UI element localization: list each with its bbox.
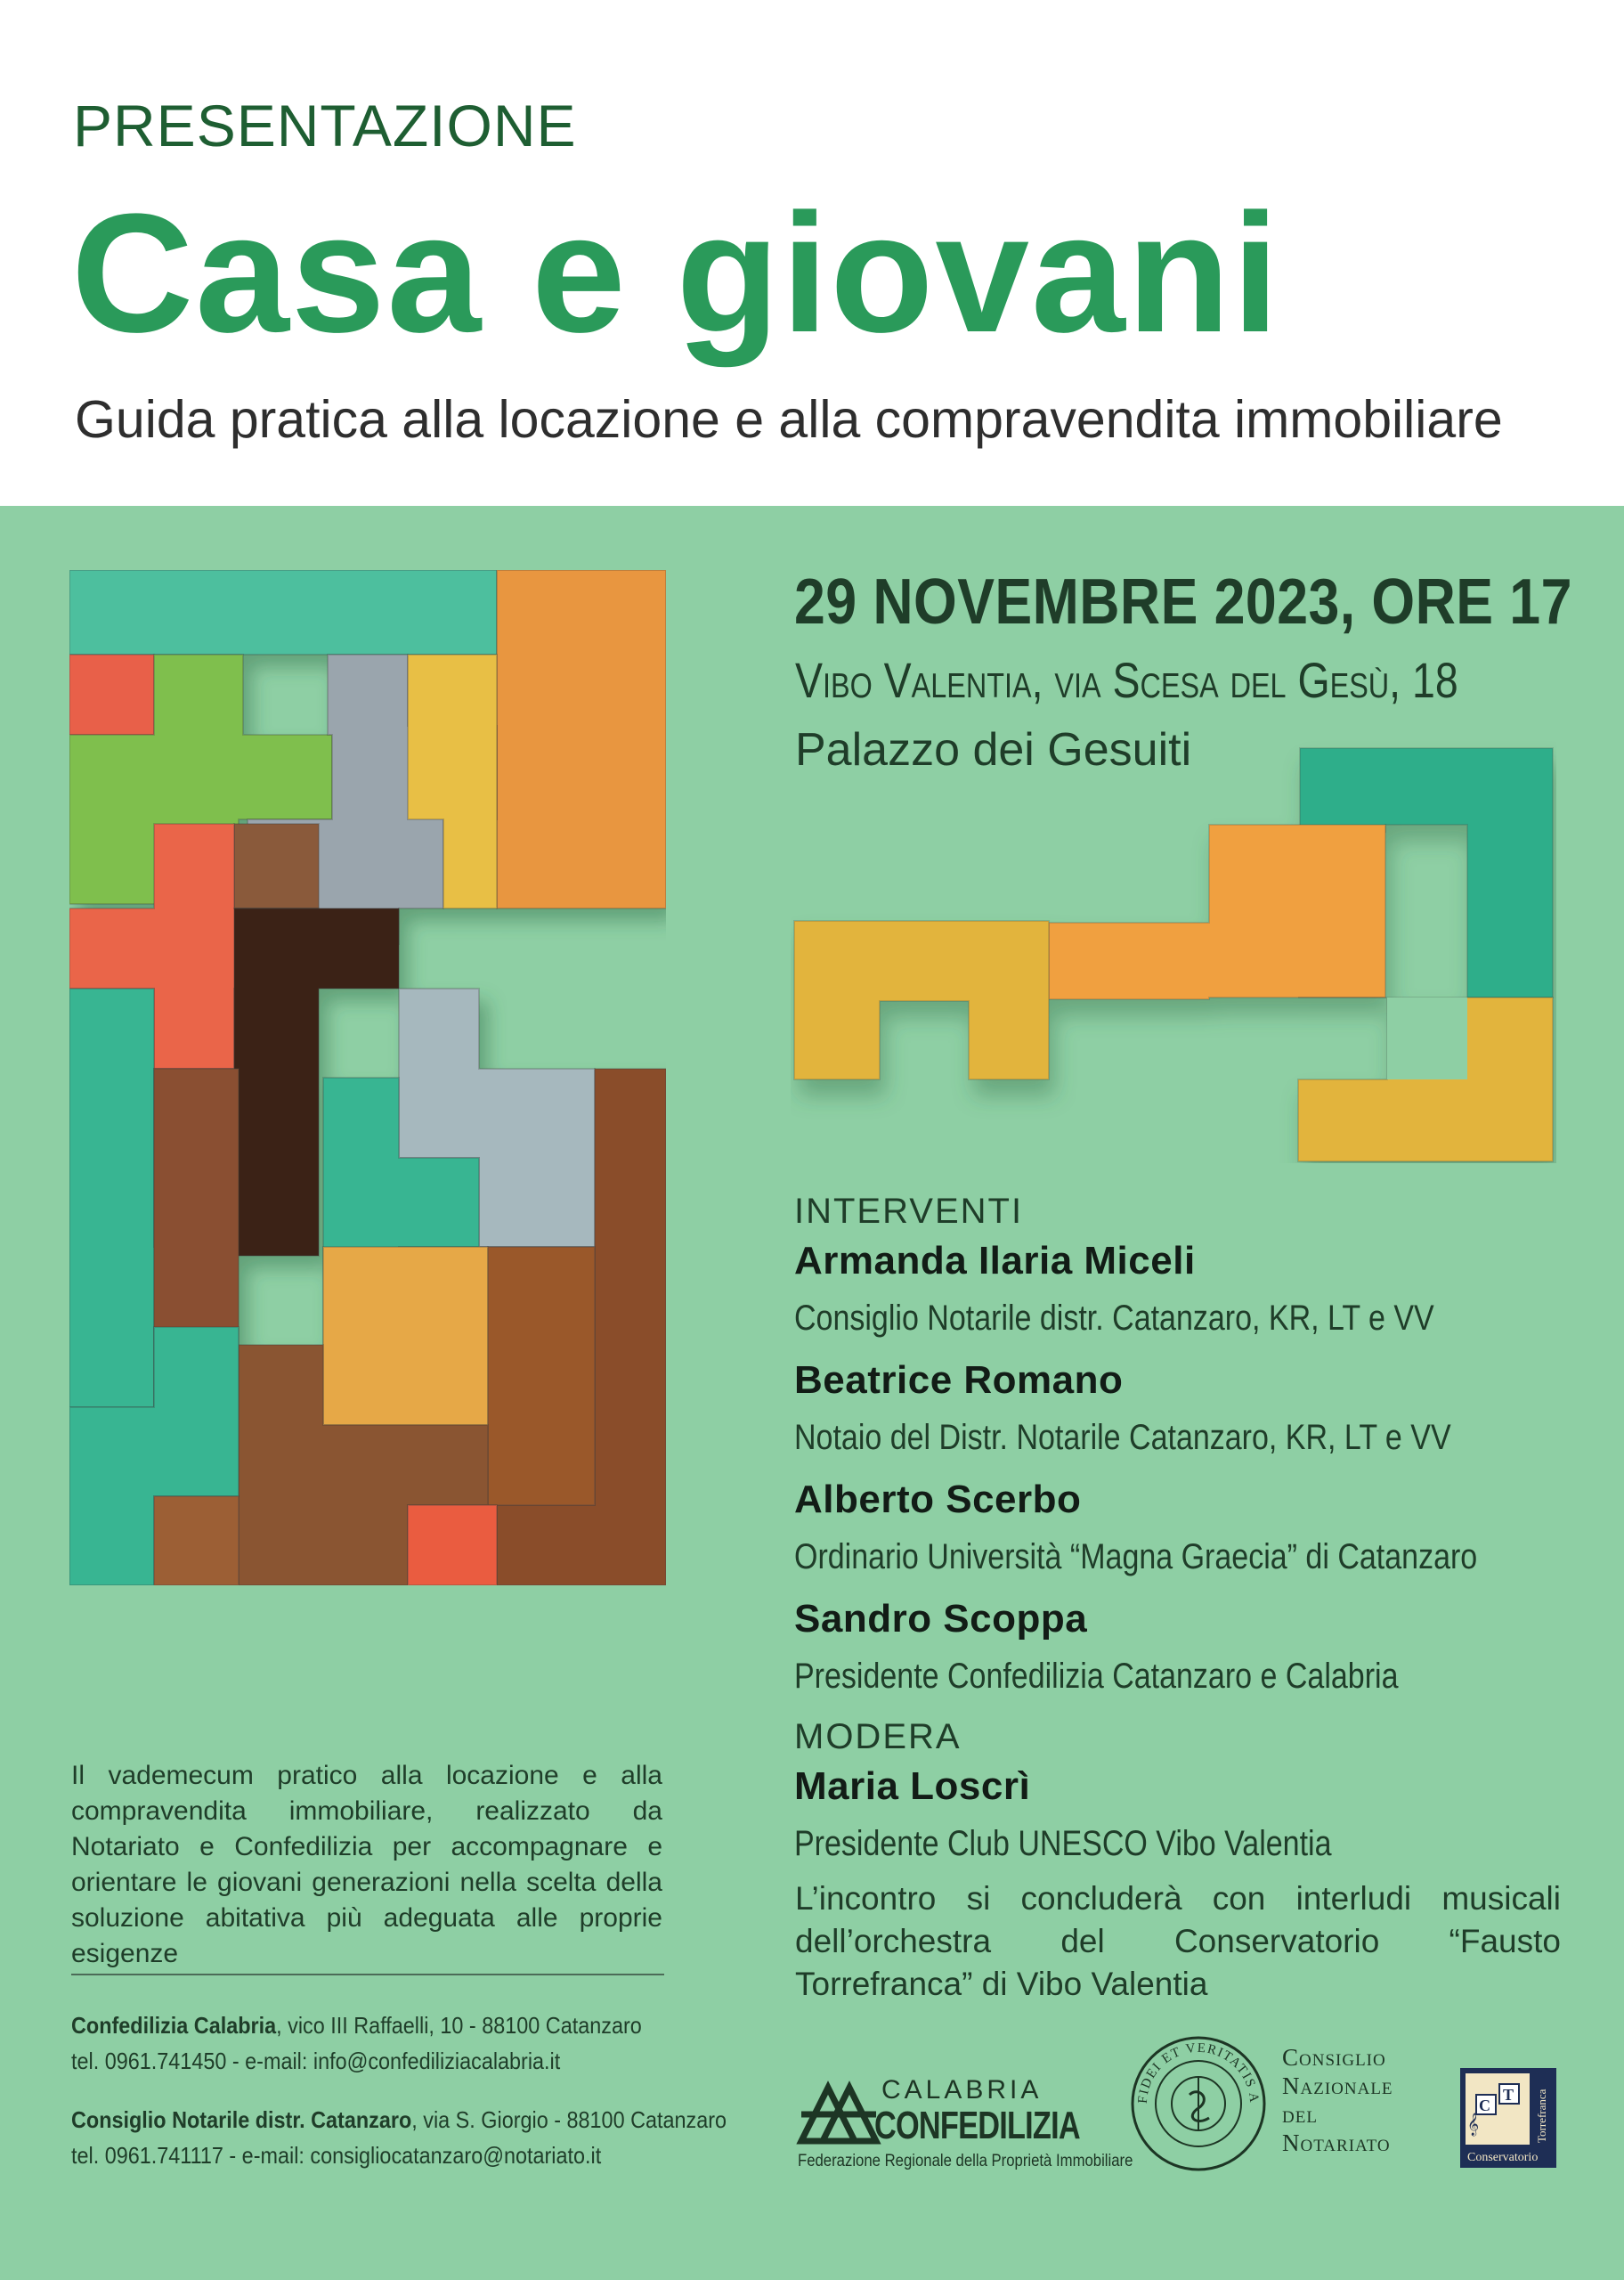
notariato-seal-icon	[1127, 2032, 1270, 2175]
puzzle-illustration	[69, 570, 666, 1585]
contact-phone-email: tel. 0961.741450 - e-mail: info@confediliziacalabria.it	[71, 2048, 561, 2074]
speaker-role: Ordinario Università “Magna Graecia” di Catanzaro	[794, 1537, 1478, 1576]
contact-address: , via S. Giorgio - 88100 Catanzaro	[411, 2106, 727, 2133]
cnn-line: Consiglio	[1282, 2044, 1386, 2071]
speakers-section	[794, 1193, 1578, 1886]
subtitle: Guida pratica alla locazione e alla compravendita immobiliare	[75, 390, 1503, 449]
divider	[71, 1974, 664, 1975]
event-location: Vibo Valentia, via Scesa del Gesù, 18	[795, 652, 1458, 708]
contact-org: Consiglio Notarile distr. Catanzaro	[71, 2106, 412, 2133]
key-illustration	[791, 736, 1556, 1163]
speaker-name: Sandro Scoppa	[794, 1597, 1088, 1641]
page-title: Casa e giovani	[71, 179, 1281, 368]
moderator-name: Maria Loscrì	[794, 1764, 1031, 1808]
conservatorio-label: Conservatorio	[1467, 2151, 1539, 2164]
cnn-logo	[1282, 2043, 1442, 2157]
header	[0, 0, 1624, 506]
moderator-role: Presidente Club UNESCO Vibo Valentia	[794, 1824, 1332, 1863]
conservatorio-logo	[1460, 2068, 1556, 2168]
svg-text:FIDEI ET VERITATIS ANCHORA	[1127, 2032, 1261, 2105]
conservatorio-side: Torrefranca	[1535, 2089, 1548, 2143]
speaker-role: Notaio del Distr. Notarile Catanzaro, KR, LT e VV	[794, 1418, 1451, 1457]
confedilizia-region: CALABRIA	[881, 2075, 1043, 2105]
cnn-line: Notariato	[1282, 2129, 1391, 2156]
svg-text:𝄞: 𝄞	[1467, 2113, 1480, 2136]
contact-phone-email: tel. 0961.741117 - e-mail: consigliocatanzaro@notariato.it	[71, 2142, 602, 2169]
closing-note: L’incontro si concluderà con interludi musicali dell’orchestra del Conservatorio “Fausto Torrefranca” di Vibo Valentia	[795, 1880, 1561, 2002]
speaker-name: Armanda Ilaria Miceli	[794, 1239, 1196, 1282]
kicker: PRESENTAZIONE	[73, 93, 577, 159]
cnn-line: Nazionale	[1282, 2072, 1393, 2099]
confedilizia-logo	[794, 2063, 1133, 2184]
speaker-role: Presidente Confedilizia Catanzaro e Calabria	[794, 1657, 1399, 1696]
seal-motto: FIDEI ET VERITATIS A	[1135, 2040, 1262, 2105]
svg-text:C: C	[1479, 2097, 1490, 2114]
speaker-role: Consiglio Notarile distr. Catanzaro, KR, LT e VV	[794, 1299, 1434, 1338]
contact-notarile	[71, 2102, 727, 2173]
svg-text:T: T	[1503, 2086, 1514, 2104]
moderator-label: MODERA	[794, 1717, 962, 1756]
contact-address: , vico III Raffaelli, 10 - 88100 Catanzaro	[276, 2012, 642, 2039]
speakers-label: INTERVENTI	[794, 1192, 1024, 1231]
cnn-line: del	[1282, 2101, 1318, 2128]
speaker-name: Beatrice Romano	[794, 1358, 1124, 1402]
speaker-name: Alberto Scerbo	[794, 1478, 1082, 1521]
confedilizia-brand: CONFEDILIZIA	[874, 2104, 1080, 2147]
confedilizia-mark-icon	[794, 2070, 883, 2150]
event-venue: Palazzo dei Gesuiti	[795, 724, 1192, 776]
event-date: 29 NOVEMBRE 2023, ORE 17	[794, 566, 1572, 638]
contact-confedilizia	[71, 2007, 642, 2079]
contact-org: Confedilizia Calabria	[71, 2012, 277, 2039]
description: Il vademecum pratico alla locazione e alla compravendita immobiliare, realizzato da Notariato e Confedilizia per accompagnare e orientare le giovani generazioni nella scelta della soluzione abitativa più adeguata alle proprie esigenze	[71, 1761, 662, 1968]
confedilizia-tagline: Federazione Regionale della Proprietà Immobiliare	[798, 2152, 1133, 2170]
